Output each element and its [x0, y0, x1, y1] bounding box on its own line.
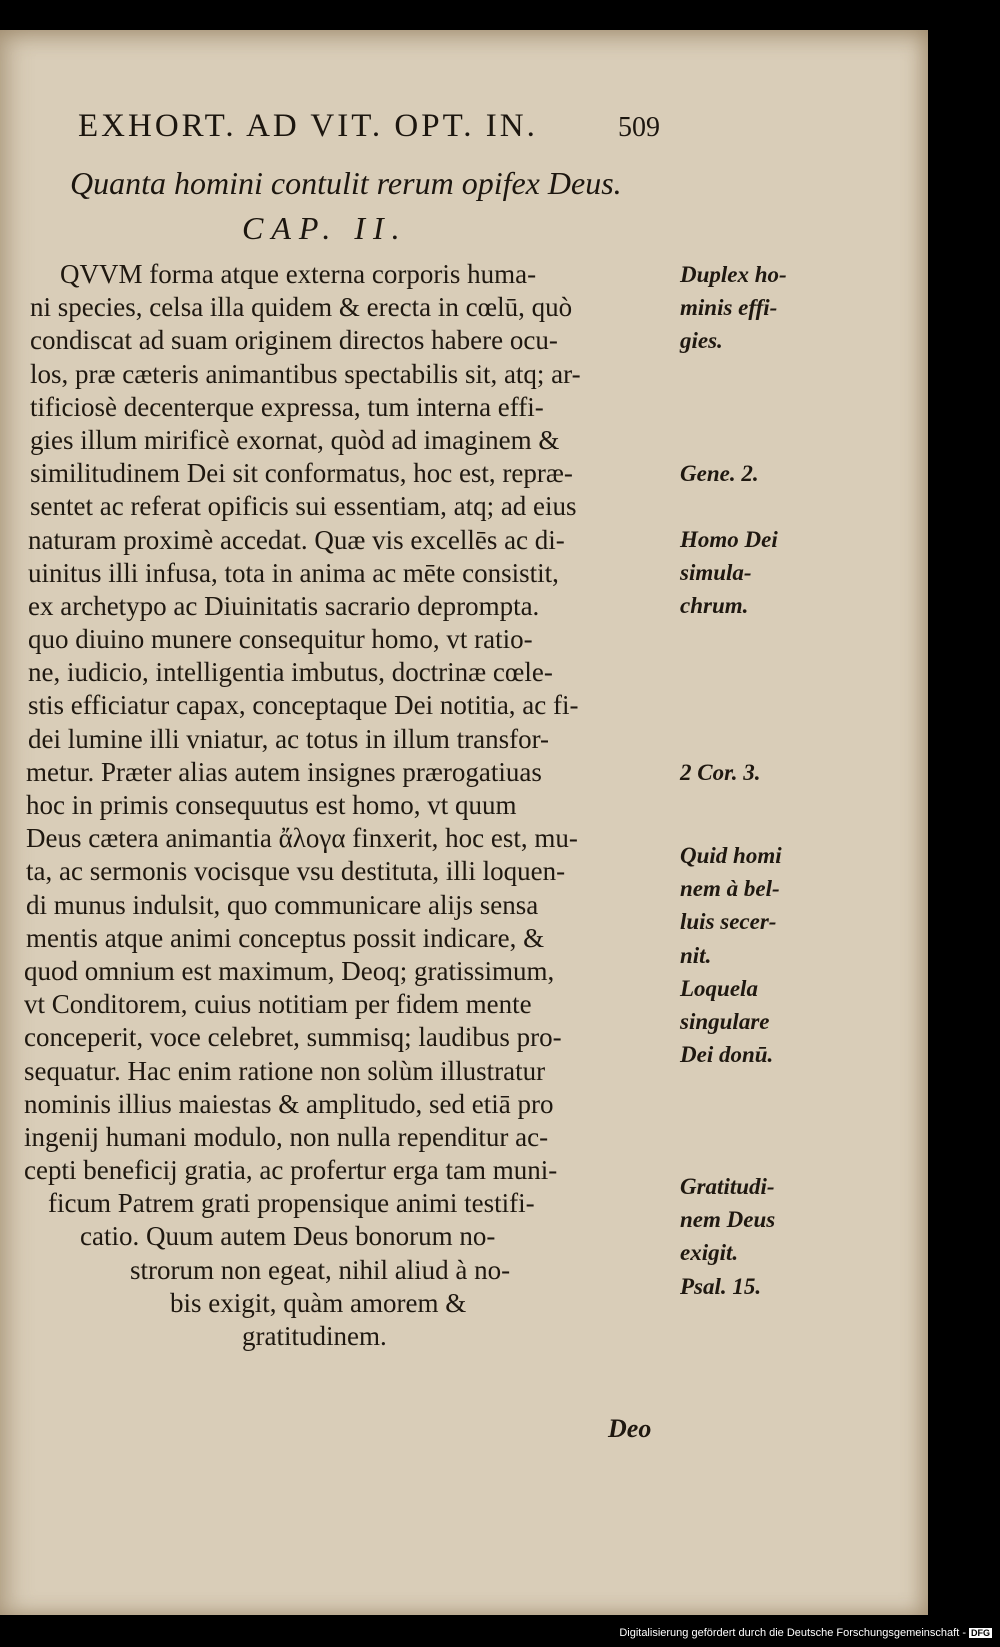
page-number: 509 [618, 112, 660, 143]
text-line: los, præ cæteris animantibus spectabilis sit, atq; ar- [30, 358, 581, 389]
text-line: ingenij humani modulo, non nulla rependitur ac- [24, 1121, 549, 1152]
margin-note [680, 1270, 761, 1303]
margin-note-line: Loquela [680, 976, 758, 1001]
margin-note-line: simula- [680, 560, 752, 586]
text-line: quod omnium est maximum, Deoq; gratissimum, [24, 955, 555, 986]
margin-note-line: chrum. [680, 593, 749, 619]
margin-note [680, 457, 759, 490]
margin-note-line: gies. [680, 328, 723, 354]
margin-note-line: Quid homi [680, 843, 782, 868]
text-line: Deus cætera animantia ἄλογα finxerit, hoc est, mu- [26, 823, 578, 854]
section-title: Quanta homini contulit rerum opifex Deus. [70, 165, 622, 201]
running-head-title: EXHORT. AD VIT. OPT. IN. [78, 108, 538, 144]
margin-note-line: minis effi- [680, 295, 778, 321]
text-line: metur. Præter alias autem insignes prærogatiuas [26, 756, 542, 787]
text-line: QVVM forma atque externa corporis huma- [60, 259, 537, 289]
margin-note-line: Dei donū. [680, 1042, 774, 1068]
text-line: quo diuino munere consequitur homo, vt ratio- [28, 624, 533, 655]
text-line: strorum non egeat, nihil aliud à no- [130, 1254, 511, 1285]
margin-note-line: Gratitudi- [680, 1174, 775, 1199]
text-line: ne, iudicio, intelligentia imbutus, doctrinæ cœle- [28, 657, 553, 688]
margin-note-line: nit. [680, 942, 712, 968]
dfg-logo: DFG [971, 1628, 990, 1638]
running-head [78, 108, 678, 145]
text-line: mentis atque animi conceptus possit indicare, & [26, 922, 545, 953]
text-line: sentet ac referat opificis sui essentiam, atq; ad eius [30, 491, 577, 522]
digitization-footer [619, 1627, 992, 1639]
margin-note-line: Gene. 2. [680, 461, 759, 486]
catchword: Deo [608, 1414, 652, 1443]
text-line: gratitudinem. [242, 1321, 387, 1351]
text-line: di munus indulsit, quo communicare alijs sensa [26, 889, 539, 920]
text-line: nominis illius maiestas & amplitudo, sed etiā pro [24, 1088, 554, 1119]
text-line: conceperit, voce celebret, summisq; laudibus pro- [24, 1022, 562, 1053]
text-line: cepti beneficij gratia, ac profertur erga tam muni- [24, 1155, 558, 1186]
text-line: similitudinem Dei sit conformatus, hoc est, repræ- [30, 458, 573, 489]
margin-note-line: Duplex ho- [680, 262, 787, 287]
margin-note [680, 523, 778, 623]
margin-note [680, 972, 773, 1072]
text-line: vt Conditorem, cuius notitiam per fidem mente [24, 989, 532, 1020]
margin-note [680, 258, 787, 358]
text-line: dei lumine illi vniatur, ac totus in illum transfor- [28, 723, 550, 754]
text-line: tificiosè decenterque expressa, tum interna effi- [30, 391, 544, 422]
text-line: ex archetypo ac Diuinitatis sacrario deprompta. [28, 590, 540, 621]
margin-note [680, 1170, 775, 1270]
margin-note-line: Homo Dei [680, 527, 778, 552]
text-line: ficum Patrem grati propensique animi testifi- [48, 1188, 535, 1219]
text-line: ni species, celsa illa quidem & erecta in cœlū, quò [30, 292, 573, 323]
chapter-heading: CAP. II. [242, 210, 408, 246]
text-line: catio. Quum autem Deus bonorum no- [80, 1221, 496, 1252]
text-line: naturam proximè accedat. Quæ vis excellēs ac di- [28, 524, 565, 555]
margin-note-line: nem à bel- [680, 876, 780, 902]
text-line: sequatur. Hac enim ratione non solùm illustratur [24, 1055, 546, 1086]
margin-note-line: Psal. 15. [680, 1274, 762, 1299]
text-line: hoc in primis consequutus est homo, vt quum [26, 790, 517, 820]
margin-note-line: nem Deus [680, 1207, 776, 1233]
body-text [24, 258, 684, 1353]
text-line: gies illum mirificè exornat, quòd ad imaginem & [30, 424, 560, 455]
margin-note [680, 756, 761, 789]
text-line: condiscat ad suam originem directos habere ocu- [30, 325, 558, 356]
margin-note-line: exigit. [680, 1240, 739, 1266]
text-line: bis exigit, quàm amorem & [170, 1287, 467, 1318]
margin-note-line: luis secer- [680, 909, 777, 935]
margin-note-line: singulare [680, 1009, 770, 1035]
margin-note [680, 839, 782, 972]
text-line: uinitus illi infusa, tota in anima ac mēte consistit, [28, 557, 559, 588]
text-line: stis efficiatur capax, conceptaque Dei notitia, ac fi- [28, 690, 579, 721]
margin-note-line: 2 Cor. 3. [680, 760, 761, 785]
text-line: ta, ac sermonis vocisque vsu destituta, illi loquen- [26, 856, 566, 887]
footer-text: Digitalisierung gefördert durch die Deutsche Forschungsgemeinschaft - [619, 1627, 966, 1639]
